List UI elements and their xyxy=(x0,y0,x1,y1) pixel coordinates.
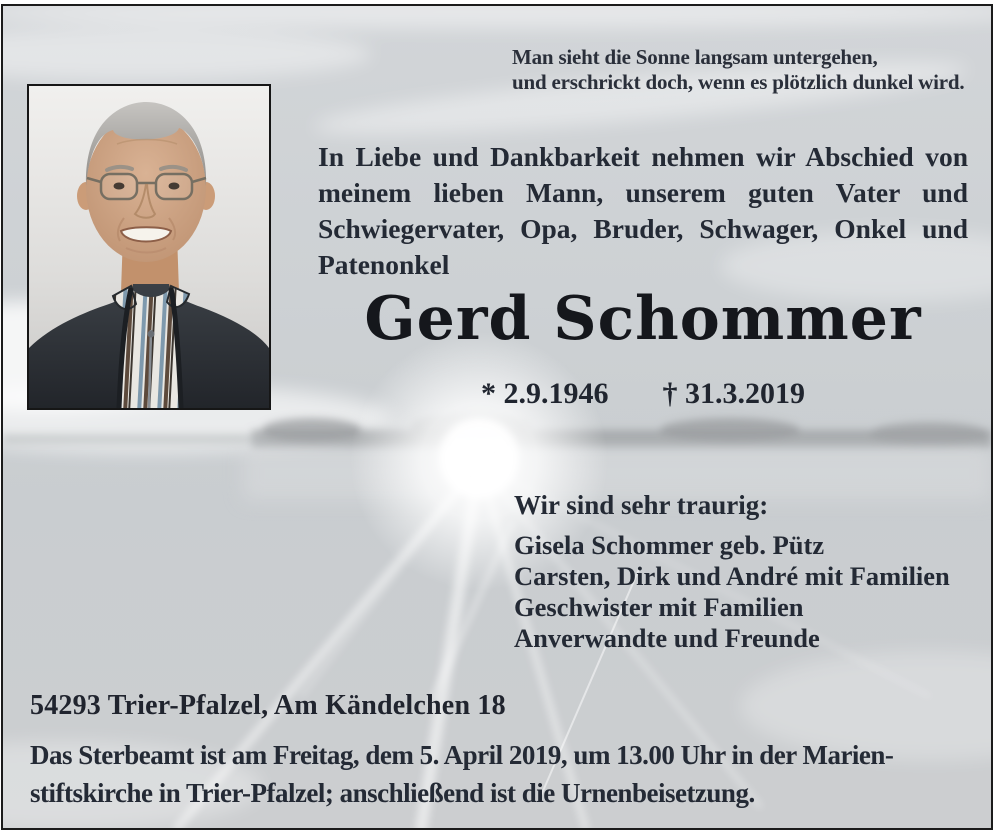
opening-quote xyxy=(512,45,964,95)
death-date: † 31.3.2019 xyxy=(662,377,805,410)
mourner-line: Geschwister mit Familien xyxy=(514,592,804,622)
mourner-line: Carsten, Dirk und André mit Familien xyxy=(514,561,950,591)
service-line-2: stiftskirche in Trier-Pfalzel; anschließend ist die Urnenbeisetzung. xyxy=(30,777,755,808)
farewell-intro-text: In Liebe und Dankbarkeit nehmen wir Abschied von meinem lieben Mann, unserem guten Vater und Schwiegervater, Opa, Bruder, Schwager, Onkel und Patenonkel xyxy=(318,141,968,280)
address-line: 54293 Trier-Pfalzel, Am Kändelchen 18 xyxy=(30,690,506,721)
birth-date: * 2.9.1946 xyxy=(481,377,609,410)
quote-line-2: und erschrickt doch, wenn es plötzlich dunkel wird. xyxy=(512,70,965,94)
mourner-line: Anverwandte und Freunde xyxy=(514,623,820,653)
mourners-list xyxy=(514,530,950,654)
portrait-photo xyxy=(27,84,271,410)
deceased-name: Gerd Schommer xyxy=(364,284,922,354)
mourning-intro: Wir sind sehr traurig: xyxy=(514,490,769,520)
service-info xyxy=(30,737,893,812)
mourner-line: Gisela Schommer geb. Pütz xyxy=(514,530,825,560)
portrait-illustration xyxy=(29,86,269,408)
life-dates xyxy=(318,377,968,411)
quote-line-1: Man sieht die Sonne langsam untergehen, xyxy=(512,45,878,69)
service-line-1: Das Sterbeamt ist am Freitag, dem 5. April 2019, um 13.00 Uhr in der Marien- xyxy=(30,740,894,770)
